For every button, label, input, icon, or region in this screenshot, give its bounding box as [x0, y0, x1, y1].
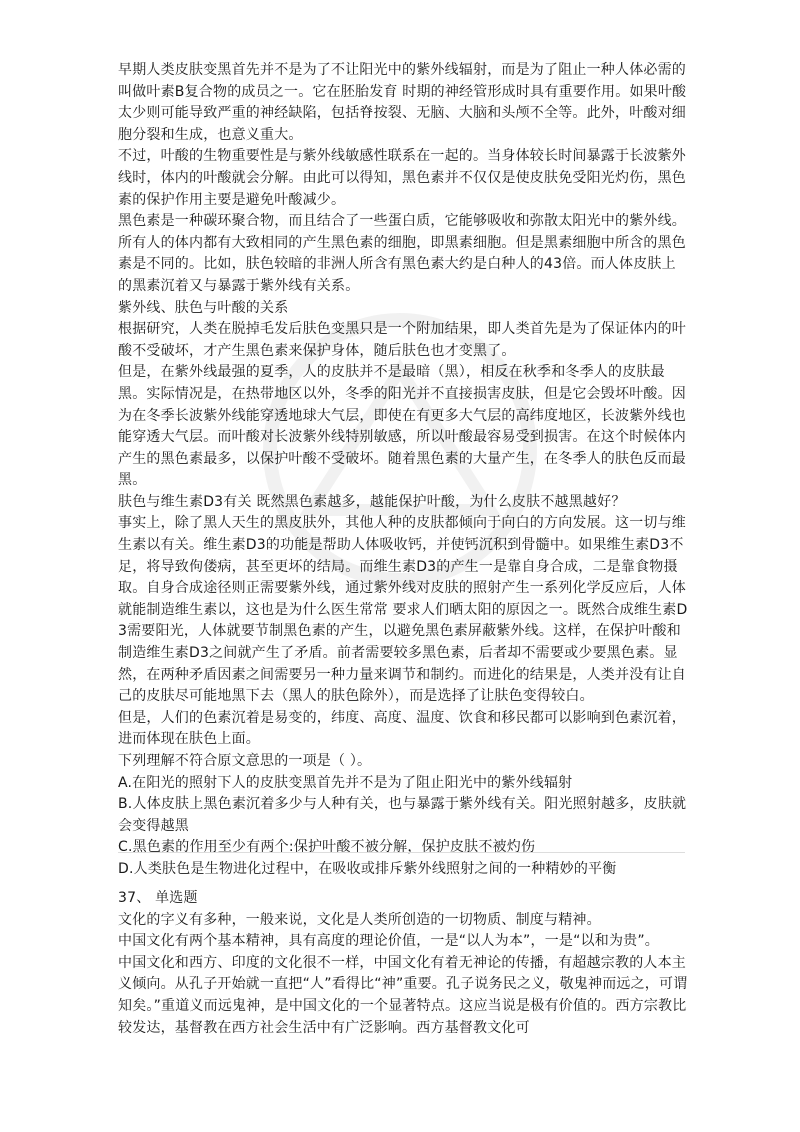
question-37-paragraph-3: 中国文化和西方、印度的文化很不一样，中国文化有着无神论的传播，有超越宗教的人本主义倾向。从孔子开始就一直把“人”看得比“神”重要。孔子说务民之义，敬鬼神而远之，可谓知矣。”重道义而远鬼神，是中国文化的一个显著特点。这应当说是极有价值的。西方宗教比较发达，基督教在西方社会生活中有广泛影响。西方基督教文化可 [118, 954, 688, 1036]
passage-paragraph-6: 肤色与维生素D3有关 既然黑色素越多，越能保护叶酸，为什么皮肤不越黑越好？ [118, 493, 626, 510]
passage-paragraph-4: 根据研究，人类在脱掉毛发后肤色变黑只是一个附加结果，即人类首先是为了保证体内的叶酸不受破坏，才产生黑色素来保护身体，随后肤色也才变黑了。 [118, 321, 686, 359]
question-37-block [118, 888, 688, 1039]
passage-paragraph-7: 事实上，除了黑人天生的黑皮肤外，其他人种的皮肤都倾向于向白的方向发展。这一切与维生素以有关。维生素D3的功能是帮助人体吸收钙，并使钙沉积到骨髓中。如果维生素D3不足，将导致佝偻病，甚至更坏的结局。而维生素D3的产生一是靠自身合成，二是靠食物摄取。自身合成途径则正需要紫外线，通过紫外线对皮肤的照射产生一系列化学反应后，人体就能制造维生素以，这也是为什么医生常常 要求人们晒太阳的原因之一。既然合成维生素D3需要阳光，人体就要节制黑色素的产生，以避免黑色素屏蔽紫外线。这样，在保护叶酸和制造维生素D3之间就产生了矛盾。前者需要较多黑色素，后者却不需要或少要黑色素。显然，在两种矛盾因素之间需要另一种力量来调节和制约。而进化的结果是，人类并没有让自己的皮肤尽可能地黑下去（黑人的肤色除外），而是选择了让肤色变得较白。 [118, 515, 688, 705]
option-b: B.人体皮肤上黑色素沉着多少与人种有关，也与暴露于紫外线有关。阳光照射越多，皮肤就会变得越黑 [118, 796, 687, 834]
question-stem: 下列理解不符合原文意思的一项是（ ）。 [118, 753, 372, 769]
section-divider [118, 852, 685, 853]
passage-subheading: 紫外线、肤色与叶酸的关系 [118, 299, 289, 316]
passage-paragraph-8: 但是，人们的色素沉着是易变的，纬度、高度、温度、饮食和移民都可以影响到色素沉着，进而体现在肤色上面。 [118, 709, 686, 748]
option-d: D.人类肤色是生物进化过程中，在吸收或排斥紫外线照射之间的一种精妙的平衡 [118, 860, 617, 877]
passage-paragraph-3: 黑色素是一种碳环聚合物，而且结合了一些蛋白质，它能够吸收和弥散太阳光中的紫外线。所有人的体内都有大致相同的产生黑色素的细胞，即黑素细胞。但是黑素细胞中所含的黑色素是不同的。比如，肤色较暗的非洲人所含有黑色素大约是白种人的43倍。而人体皮肤上的黑素沉着又与暴露于紫外线有关系。 [118, 213, 686, 294]
passage-paragraph-2: 不过，叶酸的生物重要性是与紫外线敏感性联系在一起的。当身体较长时间暴露于长波紫外线时，体内的叶酸就会分解。由此可以得知，黑色素并不仅仅是使皮肤免受阳光灼伤，黑色素的保护作用主要是避免叶酸减少。 [118, 148, 686, 208]
option-c: C.黑色素的作用至少有两个:保护叶酸不被分解，保护皮肤不被灼伤 [118, 839, 536, 856]
question-37-paragraph-1: 文化的字义有多种，一般来说，文化是人类所创造的一切物质、制度与精神。 [118, 911, 601, 928]
passage-paragraph-5: 但是，在紫外线最强的夏季，人的皮肤并不是最暗（黑），相反在秋季和冬季人的皮肤最黑。实际情况是，在热带地区以外，冬季的阳光并不直接损害皮肤，但是它会毁坏叶酸。因为在冬季长波紫外线能穿透地球大气层，即使在有更多大气层的高纬度地区，长波紫外线也能穿透大气层。而叶酸对长波紫外线特别敏感，所以叶酸最容易受到损害。在这个时候体内产生的黑色素最多，以保护叶酸不受破坏。随着黑色素的大量产生，在冬季人的肤色反而最黑。 [118, 364, 686, 489]
passage-paragraph-1: 早期人类皮肤变黑首先并不是为了不让阳光中的紫外线辐射，而是为了阻止一种人体必需的叫做叶素B复合物的成员之一。它在胚胎发育 时期的神经管形成时具有重要作用。如果叶酸太少则可能导致严重的神经缺陷，包括脊按裂、无脑、大脑和头颅不全等。此外，叶酸对细胞分裂和生成，也意义重大。 [118, 62, 687, 143]
passage-block [118, 60, 688, 881]
question-37-paragraph-2: 中国文化有两个基本精神，具有高度的理论价值，一是“以人为本”，一是“以和为贵”。 [118, 933, 660, 950]
question-37-header: 37、 单选题 [118, 890, 198, 906]
option-a: A.在阳光的照射下人的皮肤变黑首先并不是为了阻止阳光中的紫外线辐射 [118, 774, 573, 791]
